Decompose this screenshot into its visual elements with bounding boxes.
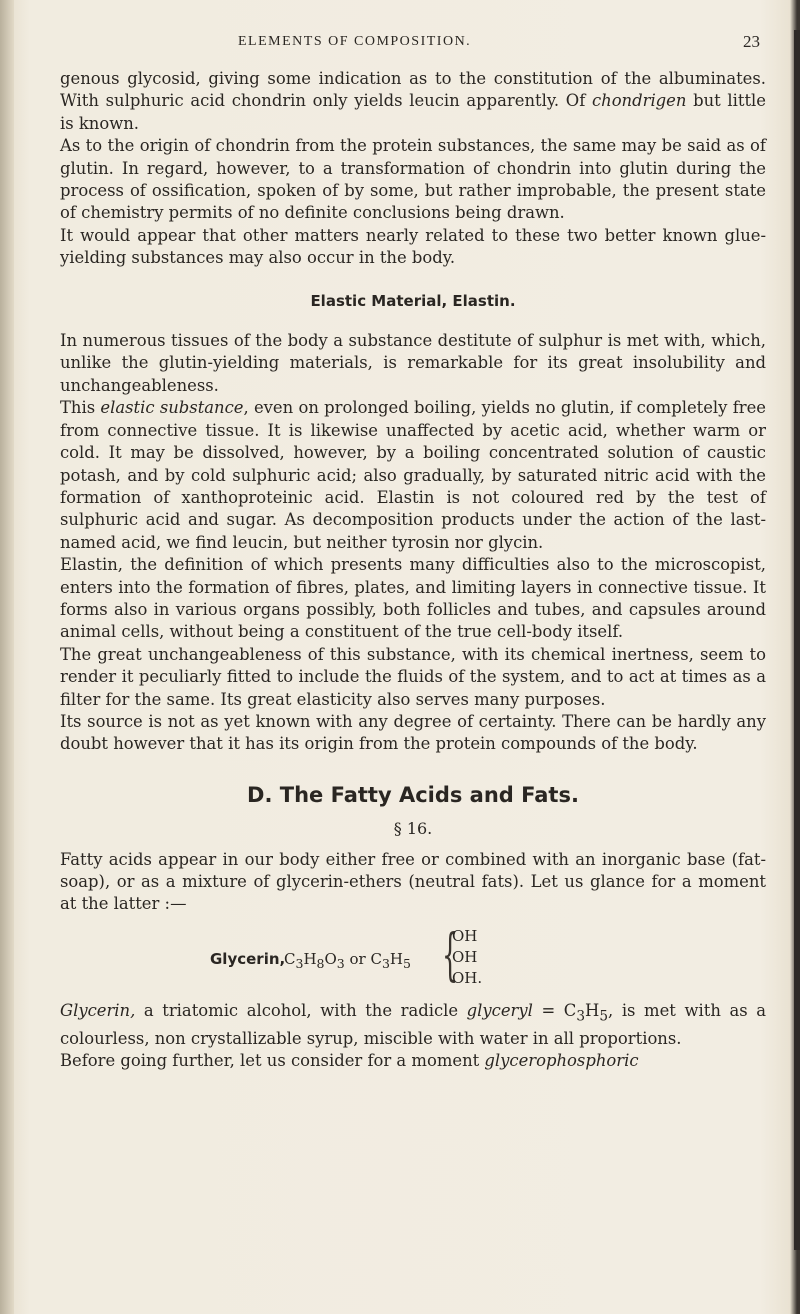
page-edge	[794, 30, 800, 1250]
section-heading-elastin: Elastic Material, Elastin.	[310, 291, 516, 310]
brace-glyph: {	[442, 922, 459, 988]
hydroxyl-group: OH	[452, 926, 478, 945]
formula-expression: $C_3H_8O_3$ or $C_3H_5$	[284, 949, 411, 971]
page-gutter	[0, 0, 14, 1314]
glycerin-formula	[60, 922, 766, 992]
page-body	[60, 68, 766, 1072]
hydroxyl-group: OH	[452, 947, 478, 966]
page-number: 23	[743, 32, 760, 51]
hydroxyl-group: OH.	[452, 968, 483, 987]
paragraph: genous glycosid, giving some indication as to the constitution of the albuminates. With sulphuric acid chondrin only yields leucin apparently. Of chondrigen but little is known.	[60, 69, 766, 133]
paragraph: Its source is not as yet known with any degree of certainty. There can be hardly any doubt however that it has its origin from the protein compounds of the body.	[60, 711, 766, 754]
paragraph: In numerous tissues of the body a substance destitute of sulphur is met with, which, unlike the glutin-yielding materials, is remarkable for its great insolubility and unchangeableness.	[60, 331, 766, 395]
paragraph-number: § 16.	[393, 819, 433, 839]
paragraph: Glycerin, a triatomic alcohol, with the radicle glyceryl = $C_3H_5$, is met with as a colourless, non crystallizable syrup, miscible with water in all proportions.	[60, 1000, 766, 1048]
formula-label: Glycerin,	[210, 949, 286, 968]
paragraph: Fatty acids appear in our body either free or combined with an inorganic base (fat-soap), or as a mixture of glycerin-ethers (neutral fats). Let us glance for a moment at the latter :—	[60, 849, 766, 914]
paragraph: This elastic substance, even on prolonged boiling, yields no glutin, if completely free from connective tissue. It is likewise unaffected by acetic acid, whether warm or cold. It may be dissolved, however, by a boiling concentrated solution of caustic potash, and by cold sulphuric acid; also gradually, by saturated nitric acid with the formation of xanthoproteinic acid. Elastin is not coloured red by the test of sulphuric acid and sugar. As decomposition products under the action of the last-named acid, we find leucin, but neither tyrosin nor glycin.	[60, 398, 766, 552]
paragraph: Elastin, the definition of which presents many difficulties also to the microscopist, enters into the formation of fibres, plates, and limiting layers in connective tissue. It forms also in various organs possibly, both follicles and tubes, and capsules around animal cells, without being a constituent of the true cell-body itself.	[60, 555, 766, 642]
hydroxyl-groups	[452, 926, 482, 989]
running-title: ELEMENTS OF COMPOSITION.	[238, 34, 472, 49]
paragraph: Before going further, let us consider for a moment glycerophosphoric	[60, 1050, 639, 1070]
section-heading-fats: D. The Fatty Acids and Fats.	[247, 782, 579, 807]
paragraph: It would appear that other matters nearly related to these two better known glue-yielding substances may also occur in the body.	[60, 225, 766, 268]
paragraph: As to the origin of chondrin from the protein substances, the same may be said as of glutin. In regard, however, to a transformation of chondrin into glutin during the process of ossification, spoken of by some, but rather improbable, the present state of chemistry permits of no definite conclusions being drawn.	[60, 136, 766, 223]
paragraph: The great unchangeableness of this substance, with its chemical inertness, seem to render it peculiarly fitted to include the fluids of the system, and to act at times as a filter for the same. Its great elasticity also serves many purposes.	[60, 644, 766, 709]
